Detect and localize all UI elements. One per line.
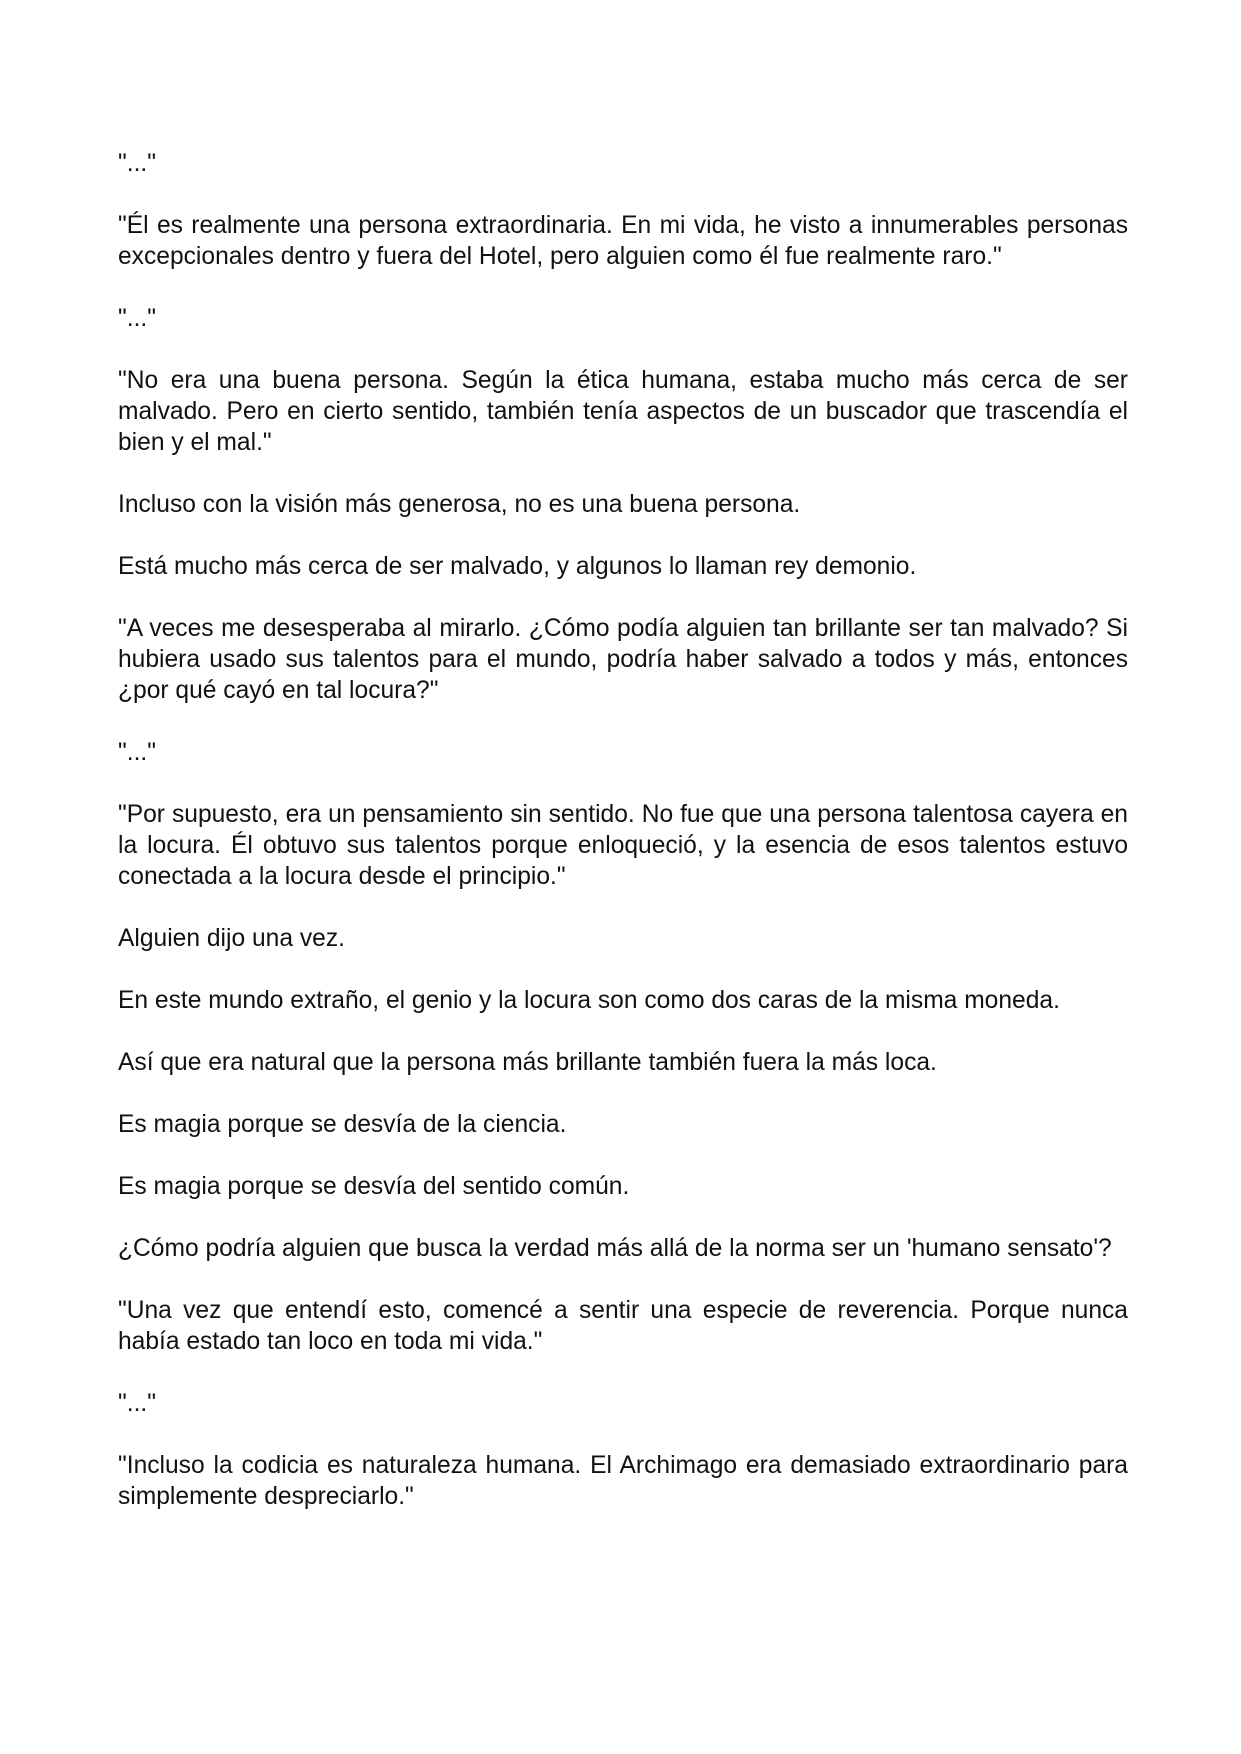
paragraph: "..." (118, 305, 156, 332)
paragraph: "Incluso la codicia es naturaleza humana. El Archimago era demasiado extraordinario para simplemente despreciarlo." (118, 1452, 1128, 1510)
paragraph: "..." (118, 739, 156, 766)
paragraph: En este mundo extraño, el genio y la locura son como dos caras de la misma moneda. (118, 987, 1060, 1014)
paragraph: "No era una buena persona. Según la ética humana, estaba mucho más cerca de ser malvado. Pero en cierto sentido, también tenía aspectos de un buscador que trascendía el bien y el mal." (118, 367, 1128, 456)
paragraph: ¿Cómo podría alguien que busca la verdad más allá de la norma ser un 'humano sensato'? (118, 1235, 1112, 1262)
paragraph: "Él es realmente una persona extraordinaria. En mi vida, he visto a innumerables personas excepcionales dentro y fuera del Hotel, pero alguien como él fue realmente raro." (118, 212, 1128, 270)
paragraph: Alguien dijo una vez. (118, 925, 345, 952)
paragraph: "..." (118, 1390, 156, 1417)
paragraph: Es magia porque se desvía de la ciencia. (118, 1111, 567, 1138)
paragraph: "Por supuesto, era un pensamiento sin sentido. No fue que una persona talentosa cayera en la locura. Él obtuvo sus talentos porque enloqueció, y la esencia de esos talentos estuvo conectada a la locura desde el principio." (118, 801, 1128, 890)
paragraph: "A veces me desesperaba al mirarlo. ¿Cómo podía alguien tan brillante ser tan malvado? Si hubiera usado sus talentos para el mundo, podría haber salvado a todos y más, entonces ¿por qué cayó en tal locura?" (118, 615, 1128, 704)
paragraph: Está mucho más cerca de ser malvado, y algunos lo llaman rey demonio. (118, 553, 917, 580)
paragraph: Es magia porque se desvía del sentido común. (118, 1173, 630, 1200)
paragraph: "..." (118, 150, 156, 177)
paragraph: Incluso con la visión más generosa, no es una buena persona. (118, 491, 801, 518)
document-body (118, 148, 1128, 1512)
paragraph: "Una vez que entendí esto, comencé a sentir una especie de reverencia. Porque nunca había estado tan loco en toda mi vida." (118, 1297, 1128, 1355)
paragraph: Así que era natural que la persona más brillante también fuera la más loca. (118, 1049, 937, 1076)
